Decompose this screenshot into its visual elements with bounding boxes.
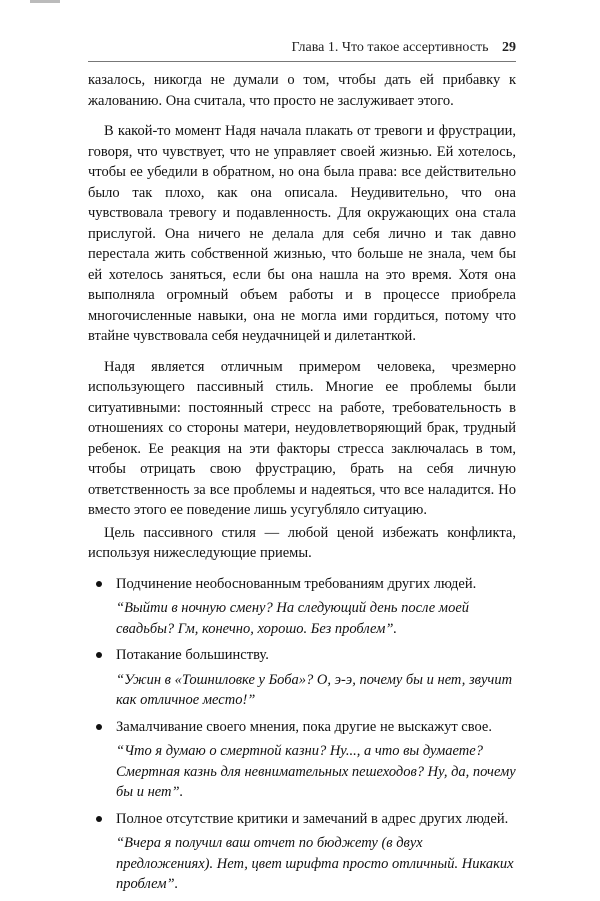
bullet-icon bbox=[96, 581, 102, 587]
example-quote: “Выйти в ночную смену? На следующий день после моей свадьбы? Гм, конечно, хорошо. Без проблем”. bbox=[116, 600, 469, 637]
page-body bbox=[88, 70, 516, 901]
scan-edge-mark bbox=[30, 0, 60, 3]
list-item bbox=[88, 717, 516, 803]
chapter-title: Глава 1. Что такое ассертивность bbox=[291, 40, 489, 55]
technique-list bbox=[88, 574, 516, 895]
example-quote: “Что я думаю о смертной казни? Ну..., а что вы думаете? Смертная казнь для невнимательных пешеходов? Ну, да, почему бы и нет”. bbox=[116, 743, 516, 800]
list-item-label: Замалчивание своего мнения, пока другие не выскажут свое. bbox=[116, 718, 492, 735]
running-header bbox=[100, 40, 516, 56]
page-number: 29 bbox=[502, 40, 516, 55]
list-item bbox=[88, 809, 516, 895]
paragraph: Надя является отличным примером человека, чрезмерно использующего пассивный стиль. Многие ее проблемы были ситуативными: постоянный стресс на работе, требовательность в отношениях со стороны матери, неудовлетворяющий брак, трудный ребенок. Ее реакция на эти факторы стресса заключалась в том, чтобы отрицать свою фрустрацию, брать на себя личную ответственность за все проблемы и надеяться, что все наладится. Но вместо этого ее поведение лишь усугубляло ситуацию. bbox=[88, 358, 516, 518]
paragraph: казалось, никогда не думали о том, чтобы дать ей прибавку к жалованию. Она считала, что просто не заслуживает этого. bbox=[88, 72, 516, 109]
list-item-label: Подчинение необоснованным требованиям других людей. bbox=[116, 575, 477, 592]
example-quote: “Ужин в «Тошниловке у Боба»? О, э-э, почему бы и нет, звучит как отличное место!” bbox=[116, 671, 513, 708]
bullet-icon bbox=[96, 724, 102, 730]
header-rule bbox=[88, 61, 516, 62]
list-item-label: Полное отсутствие критики и замечаний в адрес других людей. bbox=[116, 810, 509, 827]
bullet-icon bbox=[96, 652, 102, 658]
list-item-label: Потакание большинству. bbox=[116, 647, 269, 663]
example-quote: “Вчера я получил ваш отчет по бюджету (в двух предложениях). Нет, цвет шрифта просто отличный. Никаких проблем”. bbox=[116, 835, 514, 892]
paragraph: В какой-то момент Надя начала плакать от тревоги и фрустрации, говоря, что чувствует, что не управляет своей жизнью. Ей хотелось, чтобы ее убедили в обратном, но она была права: все действительно было так плохо, как она описала. Неудивительно, что она чувствовала тревогу и подавленность. Для окружающих она стала прислугой. Она ничего не делала для себя лично и так давно перестала жить собственной жизнью, что больше не знала, чем бы ей хотелось заняться, если бы она нашла на это время. Хотя она выполняла огромный объем работы и в процессе приобрела многочисленные навыки, она не могла ими гордиться, потому что втайне чувствовала себя неудачницей и дилетанткой. bbox=[88, 123, 516, 344]
paragraph: Цель пассивного стиля — любой ценой избежать конфликта, используя нижеследующие приемы. bbox=[88, 524, 516, 561]
bullet-icon bbox=[96, 816, 102, 822]
list-item bbox=[88, 645, 516, 711]
list-item bbox=[88, 574, 516, 640]
